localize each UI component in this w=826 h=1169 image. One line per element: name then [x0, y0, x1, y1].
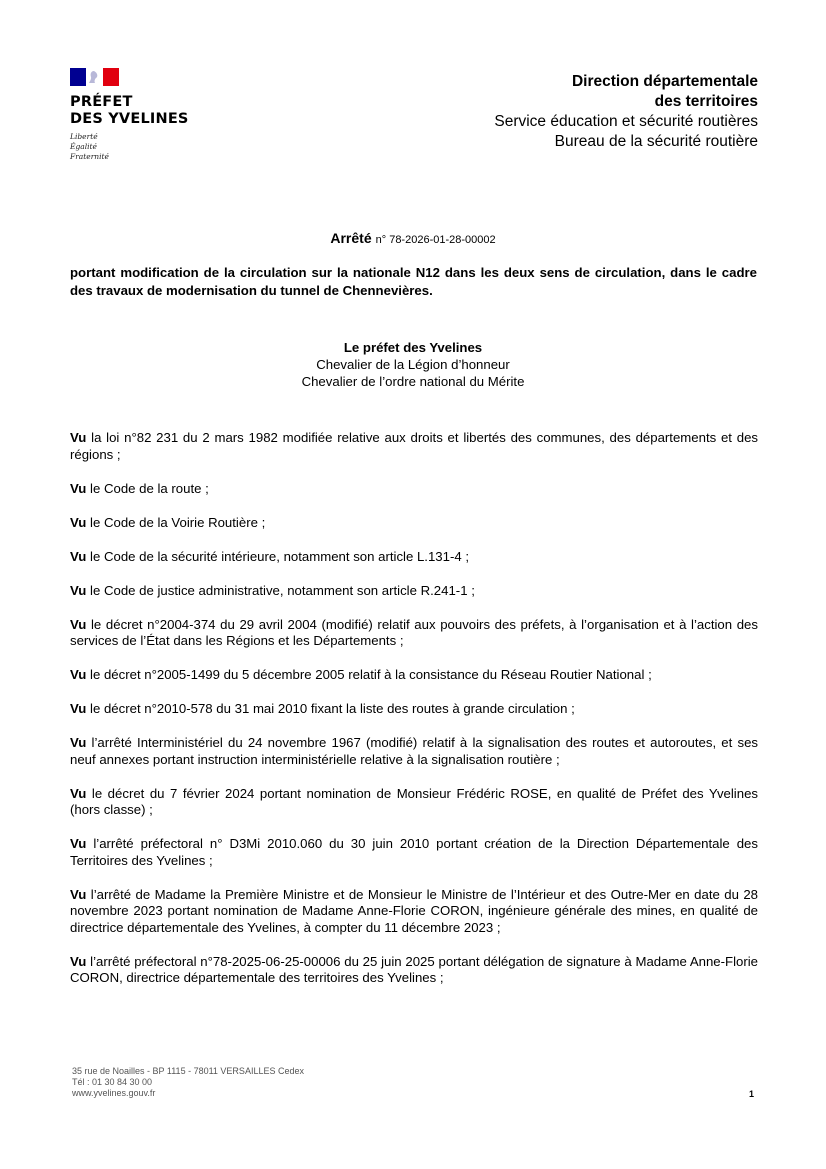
motto-egalite: Égalité [70, 142, 97, 151]
considerant: Vu le Code de la sécurité intérieure, notamment son article L.131-4 ; [70, 548, 470, 564]
footer-address: 35 rue de Noailles - BP 1115 - 78011 VERSAILLES Cedex [72, 1066, 304, 1076]
direction-line2: des territoires [654, 93, 758, 110]
considerant: Vu l’arrêté préfectoral n° D3Mi 2010.060 du 30 juin 2010 portant création de la Direction Départementale des Territoires des Yvelines ; [70, 836, 758, 868]
arrete-subject: portant modification de la circulation sur la nationale N12 dans les deux sens de circulation, dans le cadre des travaux de modernisation du tunnel de Chennevières. [70, 265, 757, 298]
document-header [494, 72, 758, 152]
page-number: 1 [748, 1089, 754, 1099]
considerant: Vu l’arrêté préfectoral n°78-2025-06-25-00006 du 25 juin 2025 portant délégation de signature à Madame Anne-Florie CORON, directrice départementale des territoires des Yvelines ; [70, 953, 758, 985]
marianne-icon [88, 70, 100, 84]
considerant: Vu le décret n°2005-1499 du 5 décembre 2005 relatif à la consistance du Réseau Routier National ; [70, 667, 652, 682]
footer-phone: Tél : 01 30 84 30 00 [72, 1077, 153, 1087]
considerants-list [70, 430, 758, 1004]
prefet-title2: Chevalier de l’ordre national du Mérite [301, 374, 525, 389]
footer-contact [72, 1066, 304, 1099]
considerant: Vu le décret n°2004-374 du 29 avril 2004 (modifié) relatif aux pouvoirs des préfets, à l’organisation et à l’action des services de l’État dans les Régions et les Départements ; [70, 616, 758, 648]
motto-liberte: Liberté [70, 132, 98, 141]
direction-line1: Direction départementale [571, 73, 758, 90]
considerant: Vu le Code de la route ; [70, 480, 209, 496]
prefet-block [0, 339, 826, 390]
considerant: Vu le Code de justice administrative, notamment son article R.241-1 ; [70, 582, 475, 598]
considerant: Vu le Code de la Voirie Routière ; [70, 514, 266, 530]
motto-fraternite: Fraternité [70, 152, 109, 161]
prefecture-logo [70, 68, 210, 162]
considerant: Vu le décret n°2010-578 du 31 mai 2010 fixant la liste des routes à grande circulation ; [70, 701, 575, 716]
prefet-title1: Chevalier de la Légion d’honneur [316, 357, 510, 372]
republic-motto [70, 132, 210, 162]
logo-org-line1: PRÉFET [70, 94, 133, 110]
french-flag-icon [70, 68, 119, 86]
considerant: Vu la loi n°82 231 du 2 mars 1982 modifiée relative aux droits et libertés des communes, des départements et des régions ; [70, 430, 758, 462]
arrete-number: n° 78-2026-01-28-00002 [375, 234, 496, 246]
arrete-title [0, 230, 826, 246]
bureau-name: Bureau de la sécurité routière [554, 133, 758, 150]
footer-website[interactable]: www.yvelines.gouv.fr [72, 1088, 156, 1098]
service-name: Service éducation et sécurité routières [494, 113, 758, 130]
prefet-name: Le préfet des Yvelines [343, 340, 483, 355]
considerant: Vu l’arrêté de Madame la Première Ministre et de Monsieur le Ministre de l’Intérieur et des Outre-Mer en date du 28 novembre 2023 portant nomination de Madame Anne-Florie CORON, ingénieure générale des mines, en qualité de directrice départementale des Yvelines, à compter du 11 décembre 2023 ; [70, 886, 758, 935]
considerant: Vu le décret du 7 février 2024 portant nomination de Monsieur Frédéric ROSE, en qualité de Préfet des Yvelines (hors classe) ; [70, 785, 758, 817]
arrete-label: Arrêté [330, 230, 372, 246]
logo-org-line2: DES YVELINES [70, 111, 189, 127]
considerant: Vu l’arrêté Interministériel du 24 novembre 1967 (modifié) relatif à la signalisation des routes et autoroutes, et ses neuf annexes portant instruction interministérielle relative à la signalisation routière ; [70, 735, 758, 767]
